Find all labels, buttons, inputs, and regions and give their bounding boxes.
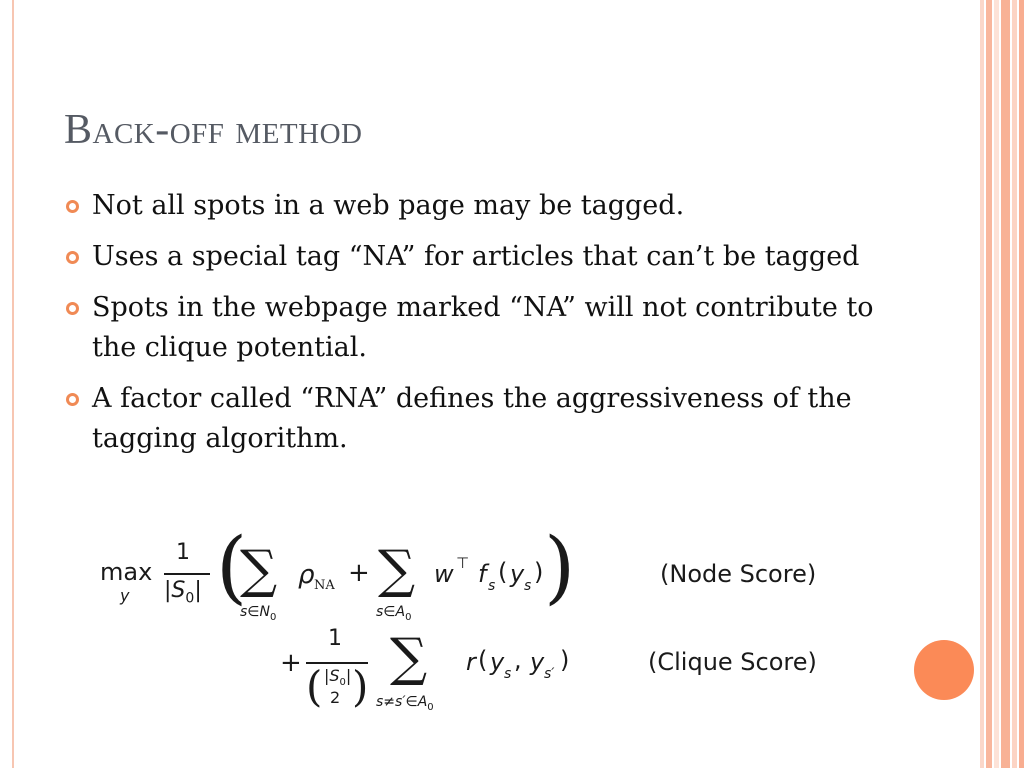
formula-r-y1: y bbox=[490, 648, 505, 676]
bullet-item bbox=[64, 288, 874, 368]
formula-f-sub: s bbox=[488, 578, 496, 594]
formula-binom-top-text: |S bbox=[324, 666, 340, 685]
bullet-circle-icon bbox=[66, 200, 79, 213]
formula-r-y2-sub-prime: ′ bbox=[551, 666, 555, 682]
formula-binom-lparen: ( bbox=[306, 662, 323, 711]
formula-open: ( bbox=[498, 558, 508, 586]
right-stripe bbox=[1012, 0, 1017, 768]
formula-frac-num: 1 bbox=[176, 540, 190, 565]
formula-r-comma: , bbox=[514, 646, 522, 674]
formula-r-close: ) bbox=[560, 646, 570, 674]
formula-r-y2-sub-s: s bbox=[544, 666, 552, 682]
formula-rho: ρ bbox=[298, 560, 315, 590]
formula-transpose: ⊤ bbox=[456, 554, 470, 572]
formula-close: ) bbox=[534, 558, 544, 586]
clique-score-label: (Clique Score) bbox=[648, 648, 817, 676]
formula-r-y2-sub bbox=[544, 666, 554, 682]
formula-max: max bbox=[100, 558, 153, 586]
right-stripe bbox=[1019, 0, 1024, 768]
bullet-text: Spots in the webpage marked “NA” will not contribute to the clique potential. bbox=[92, 292, 874, 363]
slide-title: Back-off method bbox=[64, 107, 363, 153]
bullet-item bbox=[64, 186, 874, 226]
right-stripe bbox=[1001, 0, 1010, 768]
formula-sum1-sub0: 0 bbox=[269, 611, 277, 623]
formula-binom-rparen: ) bbox=[352, 662, 369, 711]
formula-lparen: ( bbox=[216, 520, 248, 613]
formula-f: f bbox=[478, 560, 487, 588]
bullet-item bbox=[64, 379, 874, 459]
formula-s0: |S bbox=[164, 578, 186, 603]
formula-max-sub: y bbox=[120, 586, 130, 605]
formula-sum3: ∑ bbox=[390, 628, 428, 688]
formula-plus: + bbox=[348, 558, 370, 588]
formula-sum3-sub0: 0 bbox=[427, 701, 434, 713]
bullet-text: Not all spots in a web page may be tagged. bbox=[92, 190, 685, 221]
formula-binom-top bbox=[324, 666, 351, 688]
decorative-circle bbox=[914, 640, 974, 700]
formula-sum2-sub-text: s∈A bbox=[376, 604, 406, 620]
formula-abs-close: | bbox=[194, 578, 202, 603]
formula-sub0: 0 bbox=[185, 590, 195, 607]
formula-sum2: ∑ bbox=[378, 540, 416, 600]
right-stripe bbox=[980, 0, 984, 768]
formula-r: r bbox=[466, 648, 476, 676]
left-frame-line bbox=[12, 0, 14, 768]
formula-frac2-num: 1 bbox=[328, 626, 342, 651]
formula-frac-line bbox=[164, 573, 210, 575]
bullet-circle-icon bbox=[66, 393, 79, 406]
formula-rparen: ) bbox=[544, 520, 576, 613]
bullet-circle-icon bbox=[66, 251, 79, 264]
formula-sum1-sub bbox=[240, 604, 276, 623]
formula-plus2: + bbox=[280, 648, 302, 678]
formula-y-sub: s bbox=[524, 578, 532, 594]
formula-rho-sub: NA bbox=[314, 578, 335, 593]
formula-r-y1-sub: s bbox=[504, 666, 512, 682]
formula-frac-den bbox=[164, 578, 202, 606]
right-stripe bbox=[986, 0, 992, 768]
right-stripe bbox=[994, 0, 999, 768]
formula-binom-top-sub: 0 bbox=[339, 677, 346, 689]
formula-binom-bottom: 2 bbox=[330, 688, 341, 707]
formula-r-open: ( bbox=[478, 646, 488, 674]
formula-sum1-sub-text: s∈N bbox=[240, 604, 270, 620]
bullet-item bbox=[64, 237, 874, 277]
bullet-list bbox=[64, 186, 874, 470]
formula-sum3-sub bbox=[376, 694, 434, 713]
formula-r-y2: y bbox=[530, 648, 545, 676]
bullet-text: Uses a special tag “NA” for articles that can’t be tagged bbox=[92, 241, 860, 272]
formula-w: w bbox=[434, 560, 454, 588]
formula-sum2-sub bbox=[376, 604, 411, 623]
objective-formula bbox=[100, 520, 860, 728]
formula-sum1: ∑ bbox=[240, 540, 278, 600]
formula-y: y bbox=[510, 560, 525, 588]
node-score-label: (Node Score) bbox=[660, 560, 817, 588]
formula-binom-top-close: | bbox=[345, 666, 352, 685]
bullet-text: A factor called “RNA” defines the aggressiveness of the tagging algorithm. bbox=[92, 383, 852, 454]
formula-sum2-sub0: 0 bbox=[405, 611, 412, 623]
bullet-circle-icon bbox=[66, 302, 79, 315]
formula-sum3-sub-text: s≠s′∈A bbox=[376, 694, 428, 710]
